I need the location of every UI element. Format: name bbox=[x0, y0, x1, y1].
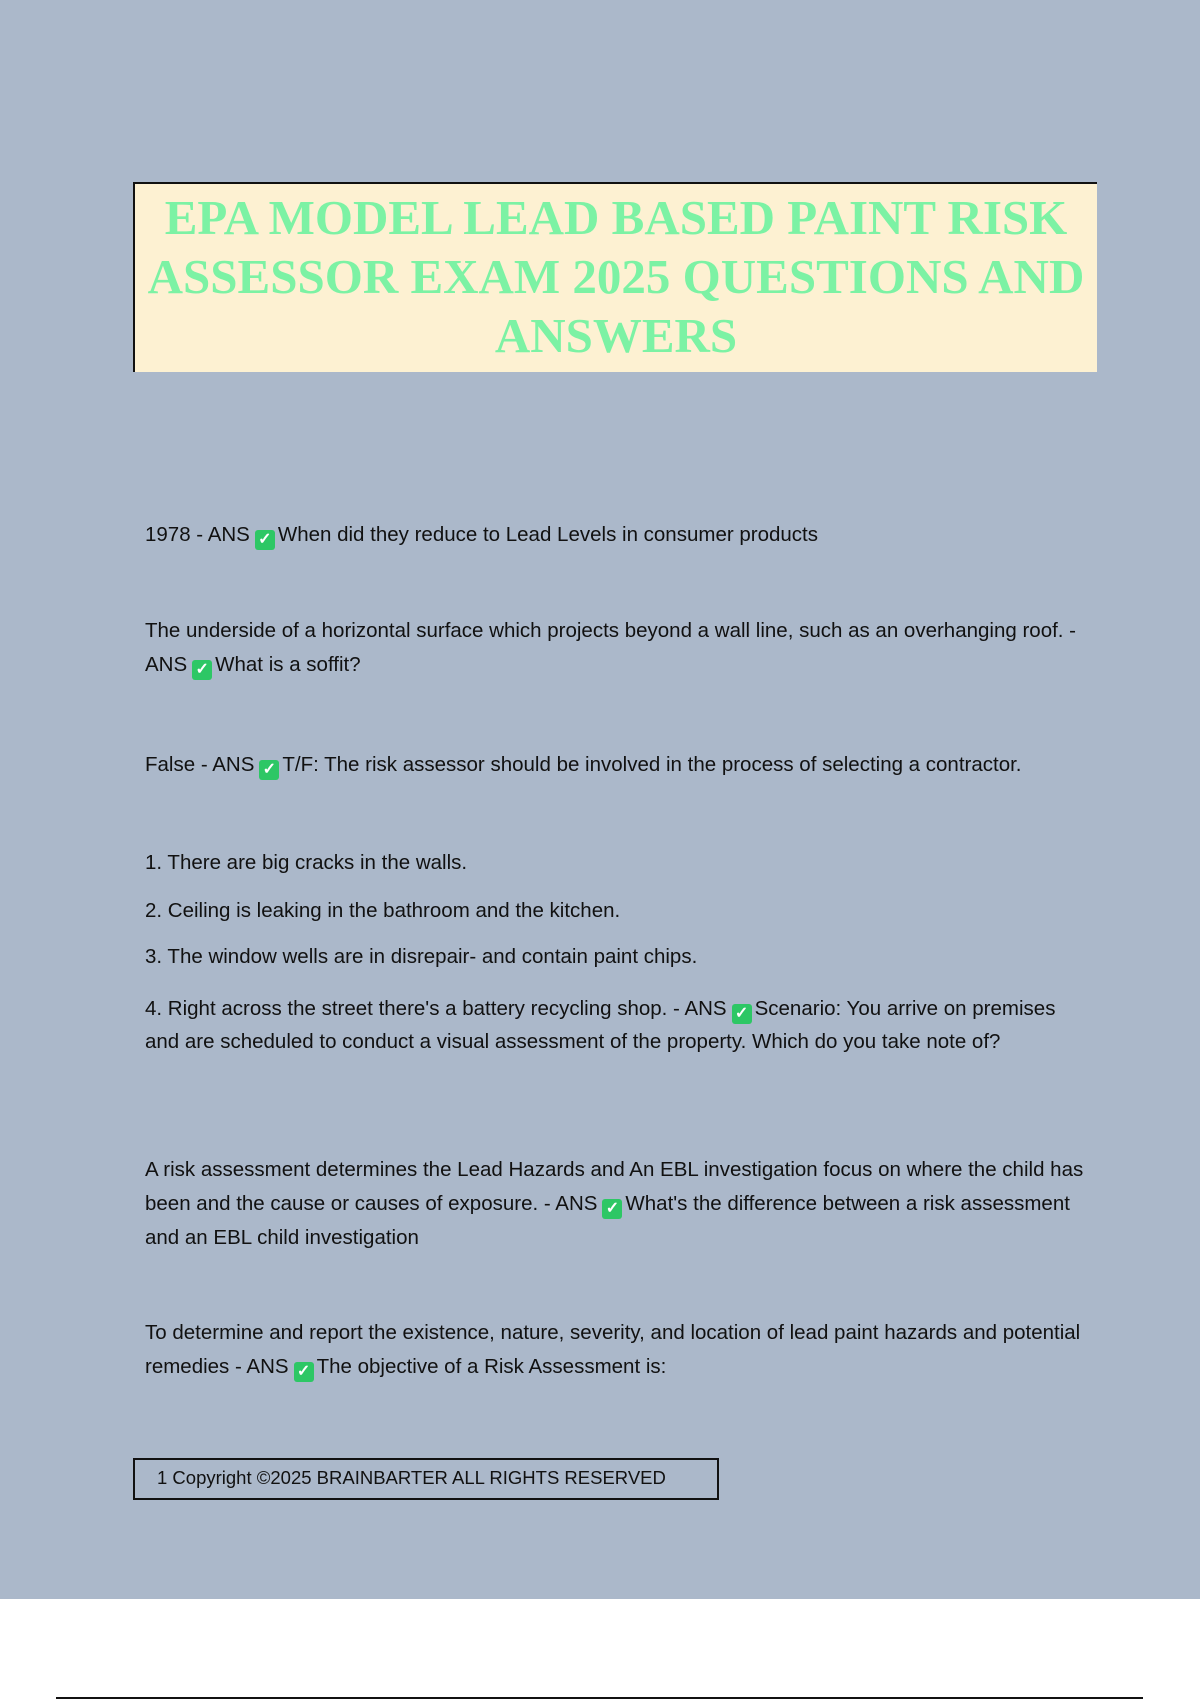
answer-text: False - ANS bbox=[145, 753, 255, 776]
answer-text: 1978 - ANS bbox=[145, 523, 250, 546]
page-divider bbox=[56, 1697, 1143, 1699]
question-text: The objective of a Risk Assessment is: bbox=[316, 1355, 667, 1378]
question-text: T/F: The risk assessor should be involved in the process of selecting a contractor. bbox=[282, 753, 1022, 776]
qa-item bbox=[145, 992, 1095, 1058]
answer-text: A risk assessment determines the Lead Hazards and An EBL investigation focus on where the child has been and the cause or causes of exposure. - ANS bbox=[145, 1158, 1084, 1215]
check-mark-icon: ✓ bbox=[259, 760, 279, 780]
check-mark-icon: ✓ bbox=[732, 1004, 752, 1024]
check-mark-icon: ✓ bbox=[255, 530, 275, 550]
qa-item bbox=[145, 748, 1095, 782]
title-box bbox=[133, 182, 1097, 372]
check-mark-icon: ✓ bbox=[294, 1362, 314, 1382]
list-line: 2. Ceiling is leaking in the bathroom and the kitchen. bbox=[145, 899, 621, 922]
qa-item bbox=[145, 1316, 1095, 1384]
list-line: 3. The window wells are in disrepair- and contain paint chips. bbox=[145, 945, 698, 968]
check-mark-icon: ✓ bbox=[602, 1199, 622, 1219]
question-text: When did they reduce to Lead Levels in consumer products bbox=[277, 523, 818, 546]
check-mark-icon: ✓ bbox=[192, 660, 212, 680]
answer-text: To determine and report the existence, nature, severity, and location of lead paint hazards and potential remedies - ANS bbox=[145, 1321, 1081, 1378]
copyright-footer: 1 Copyright ©2025 BRAINBARTER ALL RIGHTS RESERVED bbox=[133, 1458, 719, 1500]
question-text: Scenario: You arrive on premises and are scheduled to conduct a visual assessment of the property. Which do you take note of? bbox=[145, 997, 1056, 1053]
question-text: What is a soffit? bbox=[215, 653, 361, 676]
answer-text: The underside of a horizontal surface which projects beyond a wall line, such as an overhanging roof. - ANS bbox=[145, 619, 1077, 676]
question-text: What's the difference between a risk assessment and an EBL child investigation bbox=[145, 1192, 1070, 1249]
answer-text: 4. Right across the street there's a battery recycling shop. - ANS bbox=[145, 997, 727, 1020]
list-line: 1. There are big cracks in the walls. bbox=[145, 851, 468, 874]
document-title: EPA MODEL LEAD BASED PAINT RISK ASSESSOR EXAM 2025 QUESTIONS AND ANSWERS bbox=[147, 190, 1085, 363]
qa-item bbox=[145, 1153, 1095, 1255]
qa-item bbox=[145, 518, 1095, 552]
qa-item bbox=[145, 614, 1095, 682]
